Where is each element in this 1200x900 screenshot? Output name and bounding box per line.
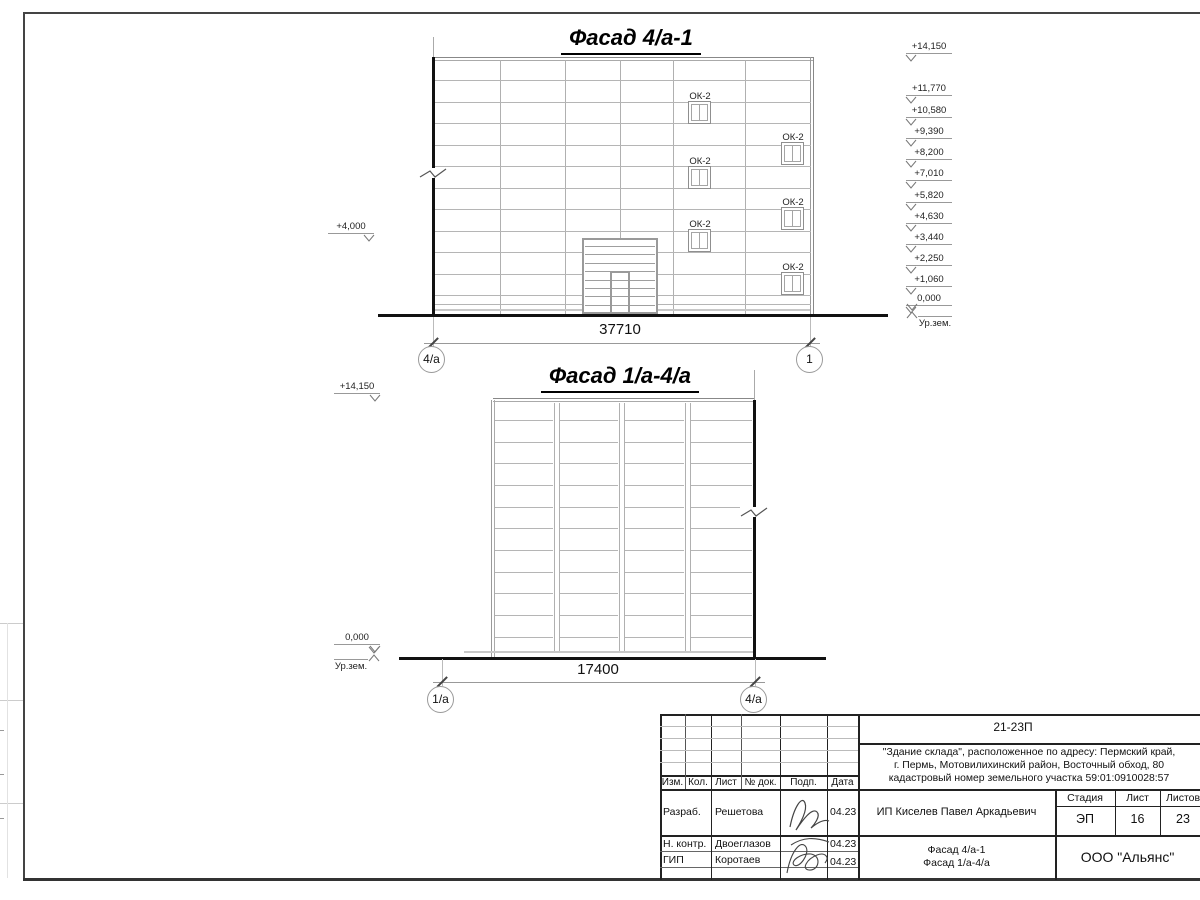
elevation-mark (906, 127, 952, 139)
panel-line (435, 166, 811, 167)
panel-line (560, 442, 618, 443)
panel-line (560, 637, 618, 638)
titleblock-line (660, 835, 1200, 837)
doc-title-line2: Фасад 1/а-4/а (923, 857, 990, 869)
project-code: 21-23П (993, 720, 1033, 734)
sheet-value: 16 (1130, 812, 1145, 826)
frame-bottom (23, 878, 1200, 881)
axis-bubble-4a-2: 4/а (740, 686, 767, 713)
name-gip: Коротаев (715, 854, 761, 866)
elevation-value: +1,060 (906, 275, 952, 287)
elevation-arrow-icon (906, 311, 918, 319)
panel-line (625, 485, 684, 486)
window-mullion (699, 104, 700, 121)
elevation-arrow-icon (905, 118, 917, 126)
facade1-dimension: 37710 (599, 321, 641, 338)
panel-line (560, 420, 618, 421)
parapet-line (493, 401, 755, 402)
wall-edge (491, 400, 492, 657)
elevation-arrow-icon (369, 394, 381, 402)
ground-line (399, 657, 826, 660)
panel-line (691, 593, 752, 594)
elevation-arrow-icon (905, 96, 917, 104)
address-line-1: "Здание склада", расположенное по адресу: Пермский край, (882, 747, 1176, 758)
role-nkontr: Н. контр. (663, 838, 707, 850)
panel-line (691, 637, 752, 638)
frame-strip-line (0, 700, 23, 701)
panel-line (495, 593, 553, 594)
stage-label: Стадия (1067, 792, 1103, 804)
elevation-mark (906, 254, 952, 266)
elevation-value: Ур.зем. (334, 661, 368, 672)
ground-line (378, 314, 888, 317)
wall-edge (810, 57, 811, 314)
panel-line (435, 102, 811, 103)
elevation-mark (906, 233, 952, 245)
panel-line (691, 442, 752, 443)
panel-line (495, 507, 553, 508)
panel-line (625, 528, 684, 529)
company-name: ООО "Альянс" (1080, 849, 1175, 865)
panel-line (625, 463, 684, 464)
elevation-value: +3,440 (906, 233, 952, 245)
elevation-arrow-icon (905, 245, 917, 253)
panel-line (495, 572, 553, 573)
col-header-kol: Кол. (688, 777, 708, 788)
frame-strip-mark (0, 730, 4, 731)
panel-line (625, 572, 684, 573)
panel-line (560, 507, 618, 508)
elevation-value: Ур.зем. (918, 318, 952, 329)
elevation-mark (906, 42, 952, 54)
col-header-doc: № док. (744, 777, 777, 788)
client-name: ИП Киселев Павел Аркадьевич (876, 806, 1037, 818)
panel-line (560, 485, 618, 486)
elevation-mark (906, 191, 952, 203)
col-header-list: Лист (715, 777, 737, 788)
elevation-arrow-icon (905, 54, 917, 62)
panel-line (495, 637, 553, 638)
sheet-label: Лист (1126, 792, 1149, 804)
panel-line (625, 442, 684, 443)
sheets-value: 23 (1176, 812, 1190, 826)
titleblock-line (660, 726, 858, 727)
window-mullion (699, 232, 700, 249)
elevation-value: +8,200 (906, 148, 952, 160)
window-label: ОК-2 (689, 91, 711, 102)
panel-line (495, 615, 553, 616)
facade1-title-text: Фасад 4/а-1 (561, 25, 701, 55)
elevation-arrow-icon (905, 203, 917, 211)
panel-line (495, 528, 553, 529)
elevation-value: +4,630 (906, 212, 952, 224)
break-mark (740, 504, 768, 520)
elevation-arrow-icon (905, 224, 917, 232)
panel-line (560, 528, 618, 529)
date-razrab: 04.23 (830, 806, 857, 818)
window-mullion (699, 169, 700, 186)
panel-line (435, 209, 811, 210)
frame-strip-mark (0, 774, 4, 775)
dimension-line (433, 682, 765, 683)
elevation-mark (906, 106, 952, 118)
elevation-mark (906, 84, 952, 96)
col-header-podp: Подп. (790, 777, 817, 788)
elevation-value: +9,390 (906, 127, 952, 139)
column-line (554, 403, 555, 652)
window-label: ОК-2 (782, 132, 804, 143)
panel-line (625, 420, 684, 421)
elevation-value: 0,000 (906, 294, 952, 306)
gate-slat-line (585, 263, 655, 264)
panel-line (435, 80, 811, 81)
elevation-arrow-icon (906, 303, 918, 311)
axis-bubble-1: 1 (796, 346, 823, 373)
window-mullion (792, 210, 793, 227)
titleblock-line (660, 738, 858, 739)
panel-line (691, 550, 752, 551)
window-label: ОК-2 (689, 156, 711, 167)
address-line-3: кадастровый номер земельного участка 59:01:0910028:57 (888, 773, 1170, 784)
panel-line (625, 593, 684, 594)
elevation-arrow-icon (363, 234, 375, 242)
frame-strip-mark (0, 818, 4, 819)
name-razrab: Решетова (715, 806, 764, 818)
panel-line (691, 485, 752, 486)
wall-edge (813, 57, 814, 314)
axis-bubble-1a: 1/а (427, 686, 454, 713)
panel-line (691, 528, 752, 529)
panel-line (435, 123, 811, 124)
elevation-arrow-icon (368, 646, 380, 654)
elevation-arrow-icon (905, 160, 917, 168)
role-gip: ГИП (663, 854, 684, 866)
elevation-mark (334, 633, 380, 645)
titleblock-line (660, 750, 858, 751)
panel-line (560, 463, 618, 464)
stage-value: ЭП (1076, 812, 1094, 826)
facade2-title (420, 363, 820, 393)
wall-edge-thick (432, 57, 435, 314)
panel-line (560, 572, 618, 573)
elevation-arrow-icon (905, 139, 917, 147)
titleblock-line (660, 789, 1200, 791)
window-mullion (792, 275, 793, 292)
elevation-mark (906, 212, 952, 224)
elevation-value: +5,820 (906, 191, 952, 203)
elevation-value: +7,010 (906, 169, 952, 181)
frame-strip-line (0, 803, 23, 804)
elevation-mark (906, 148, 952, 160)
parapet-line (433, 57, 813, 58)
panel-line (560, 593, 618, 594)
panel-line (691, 572, 752, 573)
role-razrab: Разраб. (663, 806, 701, 818)
titleblock-line (858, 743, 1200, 745)
elevation-arrow-icon (368, 654, 380, 662)
dimension-line (424, 343, 820, 344)
panel-line (495, 485, 553, 486)
parapet-line (493, 398, 755, 399)
panel-line (435, 145, 811, 146)
panel-line (625, 615, 684, 616)
address-line-2: г. Пермь, Мотовилихинский район, Восточный обход, 80 (893, 760, 1165, 771)
elevation-mark (328, 222, 374, 234)
elevation-arrow-icon (905, 266, 917, 274)
panel-line (435, 231, 811, 232)
titleblock-line (1055, 806, 1200, 807)
doc-title-line1: Фасад 4/а-1 (927, 844, 986, 856)
panel-line (495, 550, 553, 551)
elevation-value: +14,150 (334, 382, 380, 394)
elevation-value: +14,150 (906, 42, 952, 54)
break-mark (419, 165, 447, 181)
name-nkontr: Двоеглазов (715, 838, 771, 850)
panel-line (691, 463, 752, 464)
wicket-door (610, 271, 630, 314)
signature-gip (781, 829, 835, 879)
panel-line (691, 615, 752, 616)
column-line (685, 403, 686, 652)
elevation-mark (906, 275, 952, 287)
panel-line (625, 550, 684, 551)
elevation-mark (906, 169, 952, 181)
col-header-data: Дата (831, 777, 854, 788)
titleblock-line (660, 762, 858, 763)
wall-edge-thick (753, 400, 756, 657)
panel-line (625, 507, 684, 508)
panel-line (560, 550, 618, 551)
frame-strip-line (0, 623, 23, 624)
window-mullion (792, 145, 793, 162)
date-gip: 04.23 (830, 856, 857, 868)
window-label: ОК-2 (689, 219, 711, 230)
frame-strip-line (7, 623, 8, 878)
parapet-line (433, 60, 813, 61)
panel-line (625, 637, 684, 638)
sheets-label: Листов (1165, 792, 1200, 804)
window-label: ОК-2 (782, 197, 804, 208)
panel-line (435, 188, 811, 189)
panel-line (495, 463, 553, 464)
panel-line (691, 420, 752, 421)
col-header-izm: Изм. (661, 777, 684, 788)
elevation-value: 0,000 (334, 633, 380, 645)
axis-bubble-4a: 4/а (418, 346, 445, 373)
frame-left (23, 12, 25, 880)
panel-line (495, 442, 553, 443)
gate-slat-line (585, 246, 655, 247)
elevation-value: +10,580 (906, 106, 952, 118)
panel-line (495, 420, 553, 421)
facade2-title-text: Фасад 1/а-4/а (541, 363, 699, 393)
facade2-dimension: 17400 (577, 661, 619, 678)
facade1-title (431, 25, 831, 55)
frame-top (23, 12, 1200, 14)
elevation-value: +11,770 (906, 84, 952, 96)
plinth-line (464, 651, 754, 653)
column-line (619, 403, 620, 652)
elevation-mark (334, 382, 380, 394)
gate-slat-line (585, 254, 655, 255)
panel-line (560, 615, 618, 616)
elevation-value: +2,250 (906, 254, 952, 266)
elevation-arrow-icon (905, 181, 917, 189)
window-label: ОК-2 (782, 262, 804, 273)
elevation-value: +4,000 (328, 222, 374, 234)
date-nkontr: 04.23 (830, 838, 857, 850)
